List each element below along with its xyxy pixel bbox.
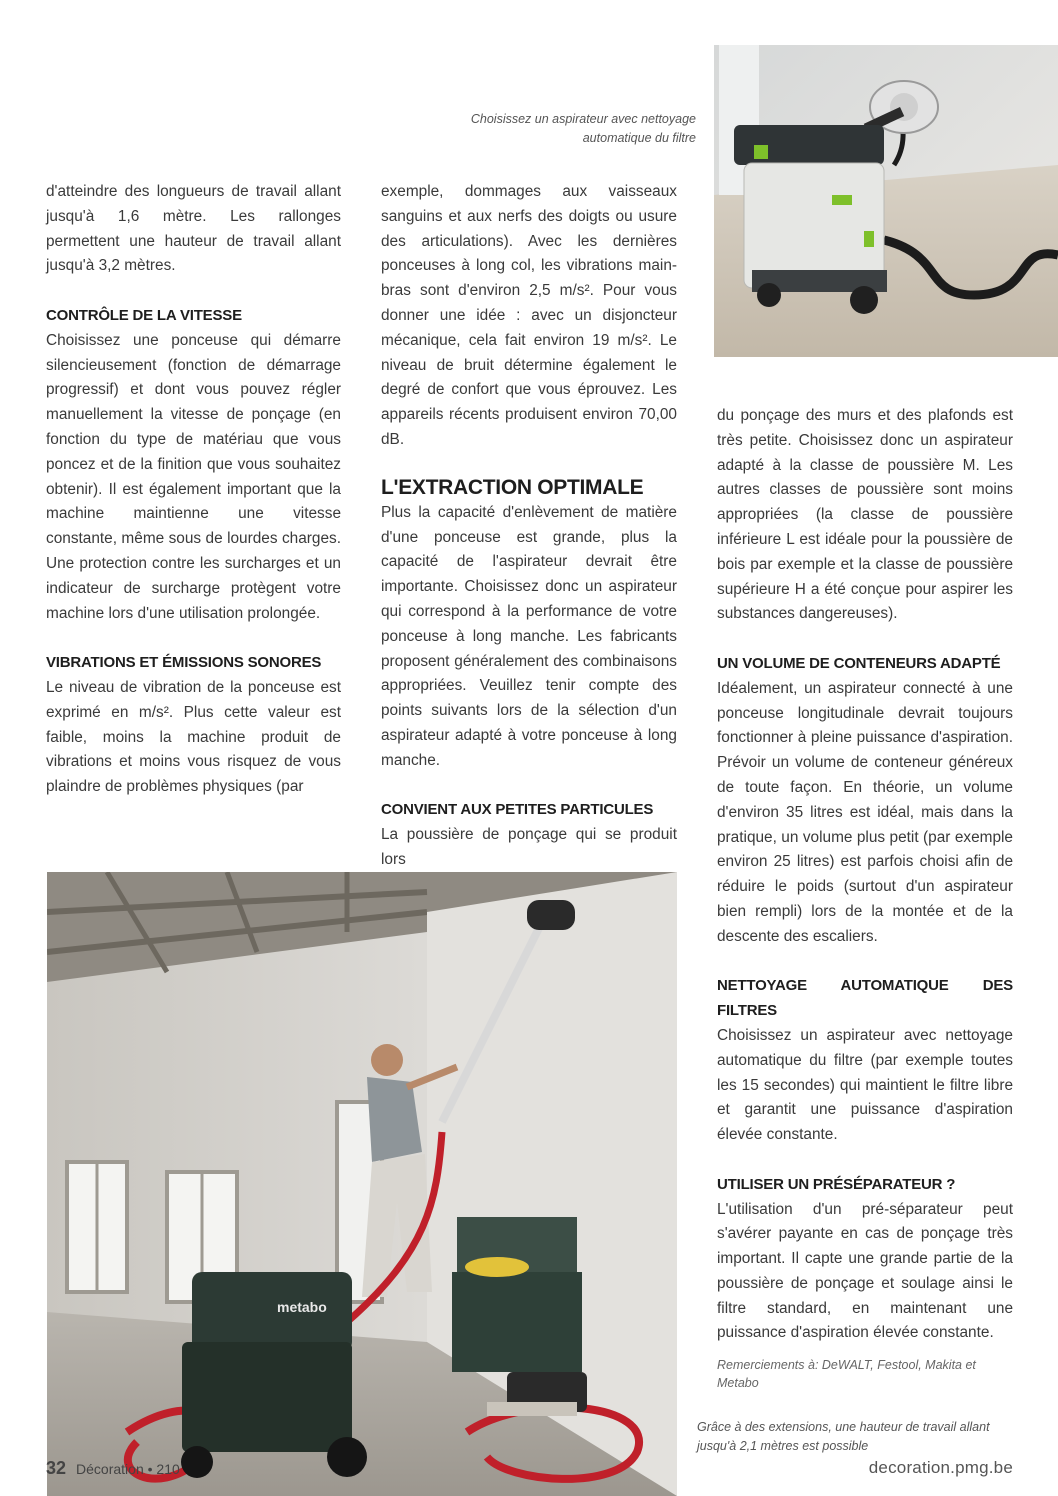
heading-container-volume: UN VOLUME DE CONTENEURS ADAPTÉ: [717, 654, 1001, 672]
heading-optimal-extraction: L'EXTRACTION OPTIMALE: [381, 475, 644, 499]
paragraph-small-particles: La poussière de ponçage qui se produit lors: [381, 826, 677, 868]
magazine-issue: Décoration • 210: [76, 1461, 180, 1477]
paragraph-container-volume: Idéalement, un aspirateur connecté à une ponceuse longitudinale devrait toujours fonctionner à pleine puissance d'aspiration. Prévoir un volume de conteneur généreux de toute façon. En théorie, un volume d'environ 35 litres est idéal, mais dans la pratique, un volume plus petit (par exemple environ 25 litres) est parfois choisi afin de réduire le poids (surtout d'un aspirateur bien rempli) lors de la montée et de la descente des escaliers.: [717, 679, 1013, 945]
credits: Remerciements à: DeWALT, Festool, Makita et Metabo: [717, 1358, 976, 1391]
paragraph-optimal-extraction: Plus la capacité d'enlèvement de matière d'une ponceuse est grande, plus la capacité de l'aspirateur devrait être importante. Choisissez donc un aspirateur qui correspond à la performance de votre ponceuse à long manche. Les fabricants proposent généralement des combinaisons appropriées. Veuillez tenir compte des points suivants lors de la sélection d'un aspirateur adapté à votre ponceuse à long manche.: [381, 503, 677, 769]
paragraph-vibrations: Le niveau de vibration de la ponceuse est exprimé en m/s². Plus cette valeur est faible, moins la machine produit de vibrations et moins vous risquez de vous plaindre de problèmes physiques (par: [46, 678, 341, 796]
paragraph-preseparator: L'utilisation d'un pré-séparateur peut s'avérer payante en cas de ponçage très important. Il capte une grande partie de la poussière de ponçage et soulage ainsi le filtre standard, en maintenant une puissance d'aspiration élevée constante.: [717, 1200, 1013, 1342]
heading-preseparator: UTILISER UN PRÉSÉPARATEUR ?: [717, 1175, 956, 1193]
paragraph-speed-control: Choisissez une ponceuse qui démarre silencieusement (fonction de démarrage progressif) et dont vous pouvez régler manuellement la vitesse de ponçage (en fonction du type de matériau que vous poncez et de la finition que vous souhaitez obtenir). Il est également important que la machine maintienne une vitesse constante, même sous de lourdes charges. Une protection contre les surcharges et un indicateur de surcharge protègent votre machine lors d'une utilisation prolongée.: [46, 331, 341, 622]
paragraph-intro: d'atteindre des longueurs de travail allant jusqu'à 1,6 mètre. Les rallonges permettent une hauteur de travail allant jusqu'à 3,2 mètres.: [46, 183, 341, 275]
article-column-3: [717, 404, 1013, 1392]
vacuum-brand-label: metabo: [277, 1299, 327, 1315]
sanding-photo: [47, 872, 677, 1496]
paragraph-vibrations-continued: exemple, dommages aux vaisseaux sanguins et aux nerfs des doigts ou usure des articulations). Avec les dernières ponceuses à long col, les vibrations main-bras sont d'environ 2,5 m/s². Pour vous donner une idée : avec un disjoncteur mécanique, cela fait environ 19 m/s². Le niveau de bruit détermine également le degré de confort que vous éprouvez. Les appareils récents produisent environ 70,00 dB.: [381, 183, 677, 448]
article-column-2: [381, 180, 677, 873]
footer-page-info: [46, 1458, 180, 1479]
heading-speed-control: CONTRÔLE DE LA VITESSE: [46, 306, 242, 324]
paragraph-small-particles-continued: du ponçage des murs et des plafonds est très petite. Choisissez donc un aspirateur adapté à la classe de poussière M. Les autres classes de poussière sont moins appropriées (la classe de poussière inférieure L est idéale pour la poussière de bois par exemple et la classe de poussière supérieure H a été conçue pour aspirer les substances dangereuses).: [717, 407, 1013, 623]
vacuum-photo: [714, 45, 1058, 357]
top-photo-caption: Choisissez un aspirateur avec nettoyage automatique du filtre: [470, 112, 696, 145]
footer-website[interactable]: decoration.pmg.be: [868, 1458, 1013, 1477]
heading-filter-cleaning: NETTOYAGE AUTOMATIQUE DES FILTRES: [717, 977, 1013, 1020]
paragraph-filter-cleaning: Choisissez un aspirateur avec nettoyage automatique du filtre (par exemple toutes les 15 secondes) qui maintient le filtre libre et garantit une puissance d'aspiration élevée constante.: [717, 1026, 1013, 1144]
article-column-1: [46, 180, 341, 800]
page-number: 32: [46, 1458, 67, 1478]
bottom-photo-caption: Grâce à des extensions, une hauteur de travail allant jusqu'à 2,1 mètres est possible: [697, 1420, 990, 1453]
heading-vibrations: VIBRATIONS ET ÉMISSIONS SONORES: [46, 654, 322, 672]
heading-small-particles: CONVIENT AUX PETITES PARTICULES: [381, 801, 654, 819]
